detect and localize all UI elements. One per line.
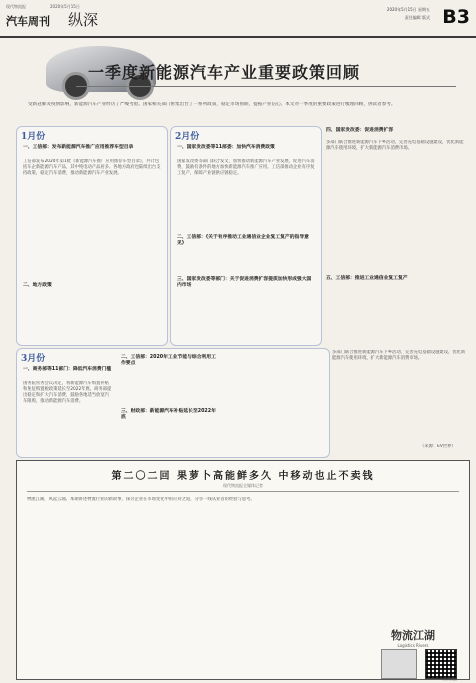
page-number: B3 [442,6,470,28]
subhead: 五、工信部：推进工业通信业复工复产 [326,276,408,281]
subhead: 一、工信部：发布新能源汽车推广应用推荐车型目录 [23,145,134,150]
brand-english: Logistics Rivers [397,643,429,648]
feature-headline: 第二〇二回 果萝卜高能鲜多久 中移动也止不卖钱 [111,471,375,482]
paper-name: 现代物流报 [6,4,26,9]
body-text: 工信部发布2020年第1批《新能源汽车推广应用推荐车型目录》，共计包括车企新能源汽车产品，其中纯电动产品居多。各地方政府也陆续出台支持政策，稳定汽车消费，推动新能源汽车产业发展。 [23,159,161,176]
qr-code-icon[interactable] [425,649,457,679]
march-box [16,348,330,458]
feature-rule [27,491,459,492]
headline: 一季度新能源汽车产业重要政策回顾 [88,63,361,82]
brand-name: 物流江湖 [391,629,435,642]
portrait-image [381,649,417,679]
january-box [16,126,168,346]
section-title: 汽车周刊 [6,15,50,28]
february-box [170,126,322,346]
body-text: 国务院常务会议决定，将新能源汽车购置补贴和免征购置税政策延长至2022年底。商务部提出稳定和扩大汽车消费，鼓励各地适当放宽汽车限购，推动新能源汽车消费。 [23,381,112,404]
month-label: 1月份 [21,132,46,142]
month-label: 3月份 [21,354,46,364]
body-text: 多部门联合推进新能源汽车下乡活动，完善充电基础设施建设，优化新能源汽车使用环境，扩大新能源汽车消费市场。 [326,140,464,151]
subhead: 四、国家发改委：促进消费扩容 [326,128,394,133]
subhead: 一、商务部等11部门：降低汽车消费门槛 [23,367,112,372]
lead-paragraph: 受新冠肺炎疫情影响，新能源汽车产业经历了严峻考验。国家相关部门密集出台了一系列政策，稳定市场预期，提振产业信心。本文对一季度的重要政策进行梳理回顾，供读者参考。 [28,102,396,107]
source-credit: （来源：EV世界） [420,444,456,449]
subhead: 三、国家发改委等部门：关于促进消费扩容提质加快形成强大国内市场 [177,277,312,288]
hero-banner [16,42,468,100]
subhead: 二、工信部：《关于有序推动工业通信业企业复工复产的指导意见》 [177,235,309,246]
meta-date: 2020年5月15日 星期五 [386,7,430,12]
brand-block [373,627,453,648]
feature-byline: 现代物流报全媒体记者 [223,483,263,488]
section-label: 纵深 [68,11,99,29]
issue-date: 2020年5月15日 [50,4,80,9]
month-label: 2月份 [175,132,200,142]
headline-rule [76,86,456,87]
masthead [0,0,476,38]
body-text: 多部门联合推进新能源汽车下乡活动，完善充电基础设施建设，优化新能源汽车使用环境，扩大新能源汽车消费市场。 [332,350,466,361]
subhead: 二、地方政策 [23,283,52,288]
subhead: 三、财政部：新能源汽车补贴延长至2022年底 [121,409,216,420]
qr-label: 扫码关注 [443,677,457,681]
subhead: 一、国家发改委等11部委：加快汽车消费政策 [177,145,275,150]
feature-column [16,460,470,680]
feature-body: 物流江湖，风起云涌。本期讲述物流行业的新故事，探讨企业在市场变化中的应对之道，分享一线从业者的经验与思考。 [27,497,255,502]
meta-editor: 责任编辑 版式 [404,15,430,20]
subhead: 二、工信部：2020年工业节能与综合利用工作要点 [121,355,216,366]
body-text: 国家发改委等部门联合发文，加快推动新能源汽车产业发展，促进汽车消费，鼓励有条件的地方加快新能源汽车推广应用。工信部推动企业有序复工复产，保障产业链供应链稳定。 [177,159,315,176]
